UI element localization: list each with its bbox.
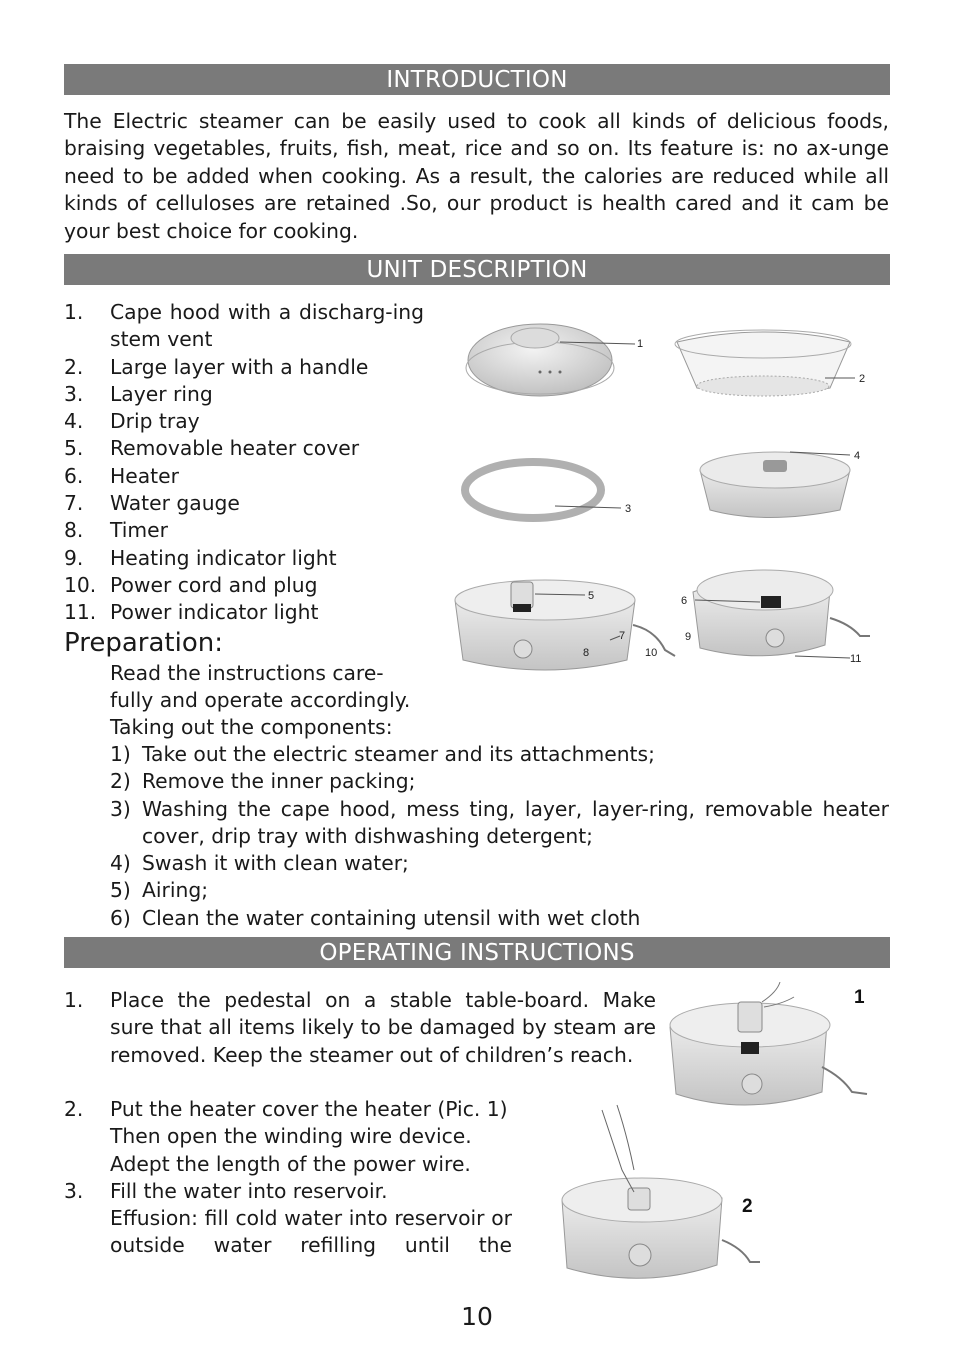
step-text: Take out the electric steamer and its attachments; bbox=[142, 742, 655, 766]
item-number: 5. bbox=[64, 436, 84, 461]
item-number: 8. bbox=[64, 518, 84, 543]
figure-label-10: 10 bbox=[645, 647, 658, 659]
list-item bbox=[64, 299, 424, 354]
list-item bbox=[110, 877, 889, 904]
item-number: 2. bbox=[64, 354, 84, 379]
item-text: Power cord and plug bbox=[110, 572, 318, 597]
base-unit-right-figure bbox=[693, 570, 870, 658]
drip-tray-figure bbox=[700, 452, 850, 518]
item-number: 4. bbox=[64, 409, 84, 434]
figure-label-2: 2 bbox=[859, 373, 866, 385]
list-item bbox=[64, 435, 424, 462]
item-text: Heater bbox=[110, 463, 179, 488]
figure-label-4: 4 bbox=[854, 450, 861, 462]
list-item bbox=[64, 354, 424, 381]
item-text: Power indicator light bbox=[110, 600, 319, 625]
step-text: Remove the inner packing; bbox=[142, 769, 416, 794]
item-number: 9. bbox=[64, 545, 84, 570]
step-text: Then open the winding wire device. bbox=[110, 1124, 472, 1149]
item-text: Layer ring bbox=[110, 381, 213, 406]
step-text: Adept the length of the power wire. bbox=[110, 1151, 471, 1176]
item-number: 11. bbox=[64, 600, 97, 625]
list-item bbox=[64, 1178, 512, 1260]
operating-step-1 bbox=[64, 987, 656, 1069]
taking-out-label: Taking out the components: bbox=[110, 715, 393, 739]
large-layer-figure bbox=[675, 330, 855, 396]
list-item bbox=[64, 517, 424, 544]
step-number: 6) bbox=[110, 905, 131, 930]
item-text: Removable heater cover bbox=[110, 436, 360, 461]
item-text: Timer bbox=[110, 518, 168, 543]
list-item bbox=[110, 768, 889, 795]
preparation-read-line2: fully and operate accordingly. bbox=[110, 688, 411, 712]
operating-steps-2-3 bbox=[64, 1096, 512, 1260]
list-item bbox=[64, 463, 424, 490]
figure-label-9: 9 bbox=[685, 631, 692, 643]
list-item bbox=[64, 599, 424, 626]
introduction-header: INTRODUCTION bbox=[64, 64, 890, 95]
step-text: Put the heater cover the heater (Pic. 1) bbox=[110, 1097, 508, 1121]
list-item bbox=[64, 1096, 512, 1178]
step-text: Effusion: fill cold water into reservoir or outside water refilling until the bbox=[110, 1206, 512, 1258]
item-number: 3. bbox=[64, 381, 84, 406]
item-number: 7. bbox=[64, 491, 84, 516]
step-text: Fill the water into reservoir. bbox=[110, 1178, 388, 1203]
step-number: 1. bbox=[64, 988, 84, 1012]
pic-label-2: 2 bbox=[742, 1196, 753, 1217]
list-item bbox=[110, 905, 889, 932]
preparation-steps bbox=[110, 741, 889, 932]
item-text: Cape hood with a discharg-ing stem vent bbox=[110, 300, 424, 352]
step-number: 5) bbox=[110, 878, 131, 903]
unit-description-header: UNIT DESCRIPTION bbox=[64, 254, 890, 285]
list-item bbox=[110, 850, 889, 877]
picture-1-illustration bbox=[662, 982, 892, 1117]
page-number: 10 bbox=[461, 1302, 493, 1331]
step-number: 1) bbox=[110, 742, 131, 766]
item-text: Large layer with a handle bbox=[110, 354, 369, 379]
operating-instructions-header: OPERATING INSTRUCTIONS bbox=[64, 937, 890, 968]
figure-label-7: 7 bbox=[619, 630, 626, 642]
figure-label-5: 5 bbox=[588, 590, 595, 602]
cape-hood-figure bbox=[466, 324, 635, 396]
list-item bbox=[110, 796, 889, 851]
step-number: 4) bbox=[110, 851, 131, 876]
item-number: 1. bbox=[64, 300, 84, 324]
item-text: Heating indicator light bbox=[110, 545, 337, 570]
step-text: Place the pedestal on a stable table-board. Make sure that all items likely to be damaged by steam are removed. Keep the steamer out of children’s reach. bbox=[110, 988, 656, 1067]
item-text: Drip tray bbox=[110, 409, 200, 434]
list-item bbox=[64, 572, 424, 599]
unit-parts-list bbox=[64, 299, 424, 627]
item-number: 10. bbox=[64, 572, 97, 597]
step-text: Washing the cape hood, mess ting, layer, layer-ring, removable heater cover, drip tray with dishwashing detergent; bbox=[142, 796, 889, 848]
list-item bbox=[64, 987, 656, 1069]
item-text: Water gauge bbox=[110, 491, 240, 516]
list-item bbox=[110, 741, 889, 768]
step-text: Airing; bbox=[142, 878, 209, 903]
unit-parts-illustration bbox=[445, 300, 905, 680]
layer-ring-figure bbox=[465, 462, 621, 518]
step-number: 2. bbox=[64, 1097, 84, 1121]
base-unit-figure bbox=[455, 580, 675, 670]
pic-label-1: 1 bbox=[854, 987, 865, 1008]
figure-label-6: 6 bbox=[681, 595, 688, 607]
step-number: 3) bbox=[110, 796, 131, 821]
picture-2-illustration bbox=[522, 1100, 792, 1290]
figure-label-8: 8 bbox=[583, 647, 590, 659]
list-item bbox=[64, 408, 424, 435]
step-number: 3. bbox=[64, 1178, 84, 1203]
figure-label-11: 11 bbox=[850, 653, 862, 665]
item-number: 6. bbox=[64, 463, 84, 488]
list-item bbox=[64, 545, 424, 572]
preparation-read-line1: Read the instructions care- bbox=[110, 661, 384, 685]
list-item bbox=[64, 381, 424, 408]
list-item bbox=[64, 490, 424, 517]
step-text: Clean the water containing utensil with wet cloth bbox=[142, 905, 641, 930]
step-text: Swash it with clean water; bbox=[142, 851, 409, 876]
step-number: 2) bbox=[110, 769, 131, 794]
preparation-heading: Preparation: bbox=[64, 628, 223, 658]
introduction-text: The Electric steamer can be easily used to cook all kinds of delicious foods, braising vegetables, fruits, fish, meat, rice and so on. Its feature is: no ax-unge need to be added when cooking. As a result, the calories are reduced while all kinds of celluloses are retained .So, our product is health cared and it cam be your best choice for cooking. bbox=[64, 109, 889, 243]
figure-label-3: 3 bbox=[625, 503, 632, 515]
figure-label-1: 1 bbox=[637, 338, 644, 350]
